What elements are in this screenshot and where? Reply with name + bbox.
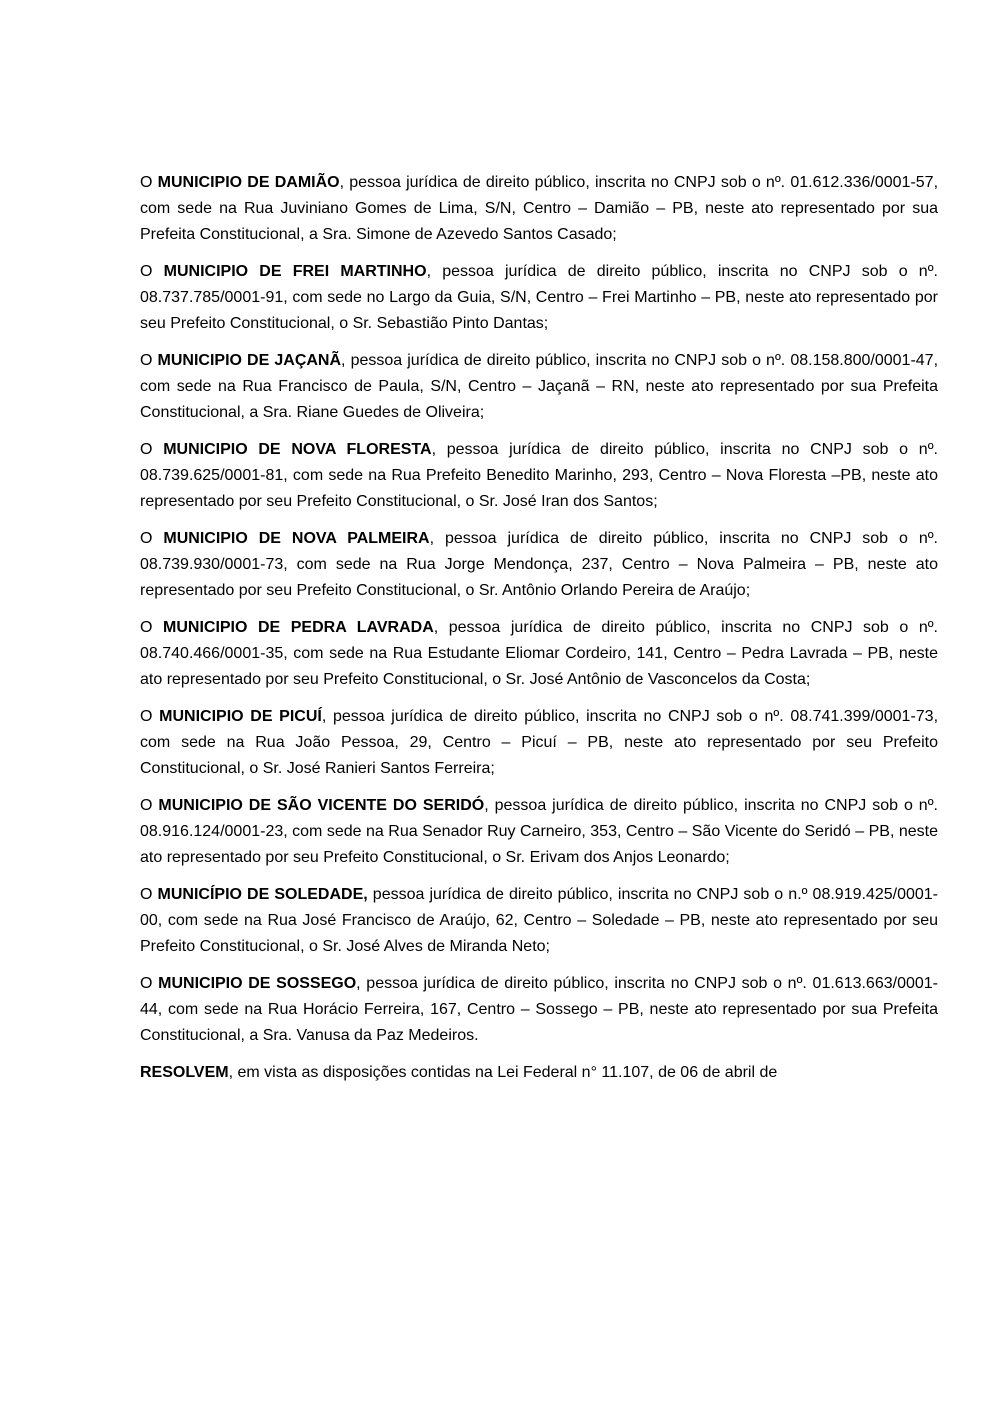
municipality-name: MUNICIPIO DE NOVA FLORESTA [163, 441, 432, 458]
paragraph-body: pessoa jurídica de direito público, inscrita no CNPJ sob o n.º 08.919.425/0001-00, com sede na Rua José Francisco de Araújo, 62, Centro – Soledade – PB, neste ato representado por seu Prefeito Constitucional, o Sr. José Alves de Miranda Neto; [140, 886, 939, 955]
municipality-name: MUNICIPIO DE NOVA PALMEIRA [163, 530, 430, 547]
paragraph-prefix: O [140, 619, 163, 636]
municipality-name: MUNICIPIO DE FREI MARTINHO [163, 263, 427, 280]
paragraph-prefix: O [140, 886, 158, 903]
paragraph-body: , em vista as disposições contidas na Lei Federal n° 11.107, de 06 de abril de [228, 1064, 778, 1081]
paragraph-prefix: O [140, 708, 160, 725]
paragraph-prefix: O [140, 352, 158, 369]
paragraph-body: , pessoa jurídica de direito público, inscrita no CNPJ sob o nº. 01.612.336/0001-57, com sede na Rua Juviniano Gomes de Lima, S/N, Centro – Damião – PB, neste ato representado por sua Prefeita Constitucional, a Sra. Simone de Azevedo Santos Casado; [140, 174, 939, 243]
municipality-paragraph-picui [140, 704, 938, 782]
municipality-paragraph-sossego [140, 971, 938, 1049]
municipality-paragraph-sao-vicente-do-serido [140, 793, 938, 871]
paragraph-body: , pessoa jurídica de direito público, inscrita no CNPJ sob o nº. 08.737.785/0001-91, com sede no Largo da Guia, S/N, Centro – Frei Martinho – PB, neste ato representado por seu Prefeito Constitucional, o Sr. Sebastião Pinto Dantas; [140, 263, 938, 332]
paragraph-prefix: O [140, 441, 164, 458]
paragraph-prefix: O [140, 263, 164, 280]
municipality-name: MUNICIPIO DE PEDRA LAVRADA [163, 619, 434, 636]
resolvem-paragraph [140, 1060, 938, 1086]
municipality-name: MUNICIPIO DE SOSSEGO [158, 975, 357, 992]
resolvem-keyword: RESOLVEM [140, 1064, 229, 1081]
paragraph-prefix: O [140, 975, 159, 992]
paragraph-body: , pessoa jurídica de direito público, inscrita no CNPJ sob o nº. 08.739.930/0001-73, com sede na Rua Jorge Mendonça, 237, Centro – Nova Palmeira – PB, neste ato representado por seu Prefeito Constitucional, o Sr. Antônio Orlando Pereira de Araújo; [140, 530, 939, 599]
municipality-name: MUNICIPIO DE JAÇANÃ [157, 352, 342, 369]
municipality-paragraph-jacana [140, 348, 938, 426]
paragraph-body: , pessoa jurídica de direito público, inscrita no CNPJ sob o nº. 08.916.124/0001-23, com sede na Rua Senador Ruy Carneiro, 353, Centro – São Vicente do Seridó – PB, neste ato representado por seu Prefeito Constitucional, o Sr. Erivam dos Anjos Leonardo; [140, 797, 938, 866]
municipality-paragraph-nova-floresta [140, 437, 938, 515]
municipality-name: MUNICIPIO DE PICUÍ [159, 708, 322, 725]
municipality-paragraph-soledade [140, 882, 938, 960]
municipality-paragraph-nova-palmeira [140, 526, 938, 604]
paragraph-body: , pessoa jurídica de direito público, inscrita no CNPJ sob o nº. 08.158.800/0001-47, com sede na Rua Francisco de Paula, S/N, Centro – Jaçanã – RN, neste ato representado por sua Prefeita Constitucional, a Sra. Riane Guedes de Oliveira; [140, 352, 939, 421]
municipality-name: MUNICIPIO DE DAMIÃO [157, 174, 340, 191]
municipality-paragraph-frei-martinho [140, 259, 938, 337]
paragraph-body: , pessoa jurídica de direito público, inscrita no CNPJ sob o nº. 08.739.625/0001-81, com sede na Rua Prefeito Benedito Marinho, 293, Centro – Nova Floresta –PB, neste ato representado por seu Prefeito Constitucional, o Sr. José Iran dos Santos; [140, 441, 938, 510]
municipality-name: MUNICÍPIO DE SOLEDADE, [157, 886, 368, 903]
municipality-paragraph-pedra-lavrada [140, 615, 938, 693]
municipality-paragraph-damiao [140, 170, 938, 248]
paragraph-body: , pessoa jurídica de direito público, inscrita no CNPJ sob o nº. 01.613.663/0001-44, com sede na Rua Horácio Ferreira, 167, Centro – Sossego – PB, neste ato representado por sua Prefeita Constitucional, a Sra. Vanusa da Paz Medeiros. [140, 975, 938, 1044]
paragraph-body: , pessoa jurídica de direito público, inscrita no CNPJ sob o nº. 08.740.466/0001-35, com sede na Rua Estudante Eliomar Cordeiro, 141, Centro – Pedra Lavrada – PB, neste ato representado por seu Prefeito Constitucional, o Sr. José Antônio de Vasconcelos da Costa; [140, 619, 939, 688]
paragraph-prefix: O [140, 530, 164, 547]
paragraph-body: , pessoa jurídica de direito público, inscrita no CNPJ sob o nº. 08.741.399/0001-73, com sede na Rua João Pessoa, 29, Centro – Picuí – PB, neste ato representado por seu Prefeito Constitucional, o Sr. José Ranieri Santos Ferreira; [140, 708, 939, 777]
municipality-name: MUNICIPIO DE SÃO VICENTE DO SERIDÓ [158, 797, 485, 814]
paragraph-prefix: O [140, 797, 159, 814]
paragraph-prefix: O [140, 174, 158, 191]
